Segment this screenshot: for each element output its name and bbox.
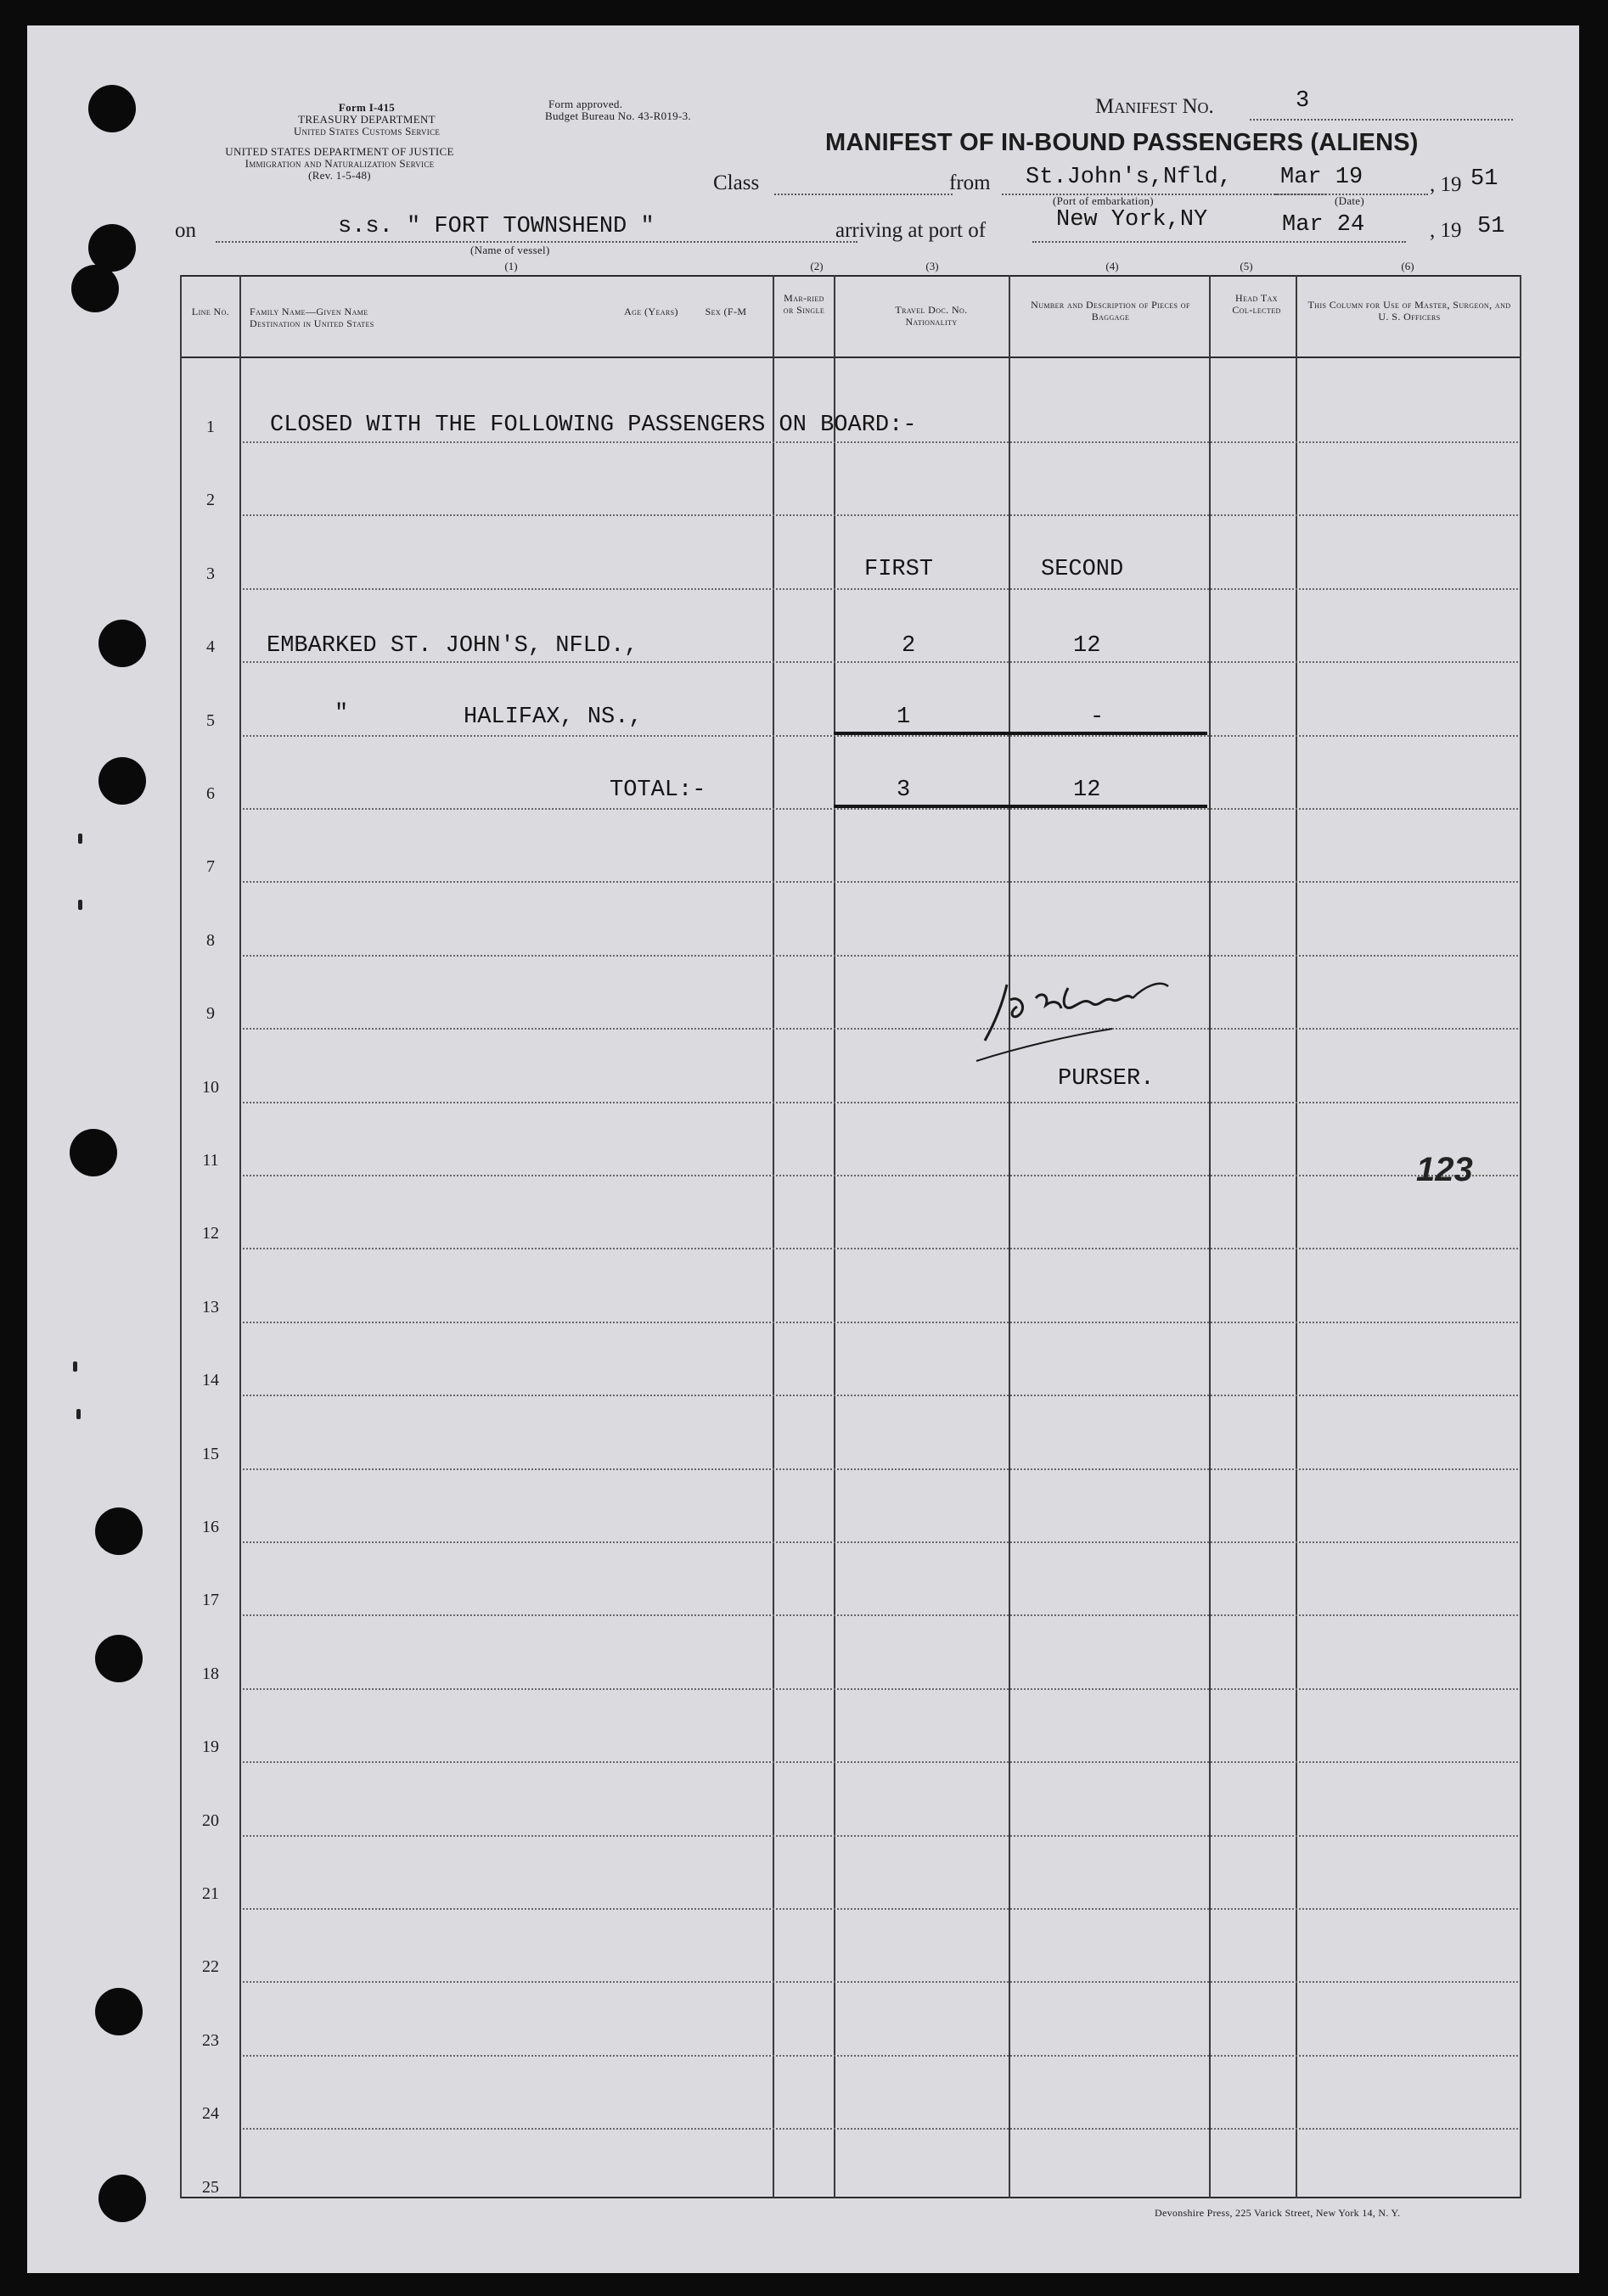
subtotal-rule [834, 732, 1207, 735]
total-second-count: 12 [1073, 777, 1101, 803]
row-number: 25 [202, 2178, 219, 2197]
form-block-treasury [214, 102, 520, 138]
stjohns-second-count: 12 [1073, 633, 1101, 659]
row-number: 19 [202, 1737, 219, 1756]
ditto-mark: " [335, 701, 349, 727]
vessel-value: s.s. " FORT TOWNSHEND " [338, 214, 655, 239]
row-number: 22 [202, 1957, 219, 1976]
row-rule [243, 1102, 1518, 1103]
port-embarkation-caption: (Port of embarkation) [1053, 194, 1154, 207]
col-number-6: (6) [1401, 260, 1414, 272]
manifest-no-label: Manifest No. [1095, 95, 1214, 118]
row-rule [243, 1468, 1518, 1470]
row-rule [243, 1688, 1518, 1690]
purser-signature [968, 966, 1290, 1068]
year-prefix-1: , 19 [1430, 173, 1462, 196]
row-rule [243, 1835, 1518, 1837]
headtax-col-divider [1296, 275, 1297, 2198]
row-number: 18 [202, 1664, 219, 1683]
header-bottom-border [180, 356, 1520, 358]
row-number: 20 [202, 1811, 219, 1830]
row-rule [243, 1761, 1518, 1763]
row-number: 2 [206, 491, 215, 509]
arrival-port-value: New York,NY [1056, 207, 1208, 233]
immigration-service: Immigration and Naturalization Service [245, 157, 435, 170]
form-title: MANIFEST OF IN-BOUND PASSENGERS (ALIENS) [825, 129, 1419, 156]
name-col-divider [773, 275, 774, 2198]
col-header-line-no: Line No. [191, 306, 230, 317]
punch-hole [98, 620, 146, 667]
purser-label: PURSER. [1058, 1066, 1155, 1092]
form-id: Form I-415 [338, 101, 396, 114]
row-rule [243, 955, 1518, 957]
punch-hole [70, 1129, 117, 1176]
punch-hole [71, 265, 119, 312]
justice-dept: UNITED STATES DEPARTMENT OF JUSTICE [225, 145, 454, 158]
col-header-age: Age (Years) [624, 306, 678, 317]
row-rule [243, 588, 1518, 590]
row-rule [243, 1248, 1518, 1249]
row-number: 23 [202, 2031, 219, 2050]
row-number: 15 [202, 1445, 219, 1463]
table-right-border [1520, 275, 1521, 2198]
row-number: 6 [206, 784, 215, 803]
date-caption: (Date) [1335, 194, 1364, 207]
punch-hole [98, 757, 146, 805]
row-number: 5 [206, 711, 215, 730]
row-rule [243, 2055, 1518, 2057]
row-number: 4 [206, 637, 215, 656]
row-rule [243, 808, 1518, 810]
row-rule [243, 881, 1518, 883]
col-number-1: (1) [504, 260, 518, 272]
married-col-divider [834, 275, 835, 2198]
line-no-divider [239, 275, 241, 2198]
first-class-label: FIRST [864, 557, 934, 582]
total-label: TOTAL:- [610, 777, 706, 803]
year-value-2: 51 [1477, 214, 1505, 239]
speck [73, 1361, 77, 1372]
year-prefix-2: , 19 [1430, 219, 1462, 242]
travel-col-divider [1009, 275, 1010, 2198]
vessel-caption: (Name of vessel) [470, 244, 550, 256]
row-number: 16 [202, 1518, 219, 1536]
table-top-border [180, 275, 1520, 277]
row-number: 13 [202, 1298, 219, 1316]
row-rule [243, 2128, 1518, 2130]
col-header-travel-doc: Travel Doc. No. Nationality [895, 304, 968, 328]
row-rule [243, 1908, 1518, 1910]
row-number: 21 [202, 1884, 219, 1903]
col-header-family-name: Family Name—Given Name [250, 306, 368, 317]
col-header-officers: This Column for Use of Master, Surgeon, and U. S. Officers [1307, 299, 1511, 323]
col-header-married: Mar-ried or Single [783, 292, 825, 316]
manifest-no-line [1250, 119, 1513, 121]
from-date-value: Mar 19 [1280, 165, 1363, 190]
row-number: 12 [202, 1224, 219, 1243]
from-port-value: St.John's,Nfld, [1026, 165, 1233, 190]
col-number-5: (5) [1240, 260, 1253, 272]
row-rule [243, 1175, 1518, 1176]
row-number: 7 [206, 857, 215, 876]
row-number: 24 [202, 2104, 219, 2123]
row-rule [243, 514, 1518, 516]
col-number-3: (3) [925, 260, 939, 272]
row-number: 10 [202, 1078, 219, 1097]
speck [78, 900, 82, 910]
stjohns-first-count: 2 [902, 633, 916, 659]
manifest-page [27, 25, 1579, 2273]
closed-text: CLOSED WITH THE FOLLOWING PASSENGERS ON BOARD:- [270, 413, 917, 438]
customs-service: United States Customs Service [293, 125, 441, 138]
year-value-1: 51 [1470, 166, 1498, 192]
row-number: 9 [206, 1004, 215, 1023]
arrival-date-value: Mar 24 [1282, 212, 1365, 238]
manifest-no-value: 3 [1296, 88, 1310, 114]
col-number-4: (4) [1105, 260, 1119, 272]
baggage-col-divider [1209, 275, 1211, 2198]
arriving-label: arriving at port of [835, 219, 987, 242]
treasury-dept: TREASURY DEPARTMENT [298, 113, 436, 126]
halifax-label: HALIFAX, NS., [464, 705, 643, 730]
row-number: 17 [202, 1591, 219, 1609]
row-number: 1 [206, 418, 215, 436]
halifax-second-count: - [1090, 705, 1105, 730]
row-rule [243, 441, 1518, 443]
halifax-first-count: 1 [897, 705, 911, 730]
col-header-baggage: Number and Description of Pieces of Baggage [1031, 299, 1190, 323]
row-rule [243, 1541, 1518, 1543]
speck [76, 1409, 81, 1419]
col-header-sex: Sex (F-M [705, 306, 747, 317]
row-rule [243, 1322, 1518, 1323]
row-rule [243, 1028, 1518, 1030]
row-rule [243, 661, 1518, 663]
vessel-line [216, 241, 857, 243]
speck [78, 834, 82, 844]
revision-date: (Rev. 1-5-48) [308, 169, 371, 182]
form-approved: Form approved. [548, 98, 623, 110]
row-number: 14 [202, 1371, 219, 1389]
from-label: from [949, 171, 991, 194]
second-class-label: SECOND [1041, 557, 1124, 582]
row-rule [243, 1981, 1518, 1983]
page-number: 123 [1416, 1151, 1473, 1188]
table-bottom-border [180, 2197, 1520, 2198]
col-header-destination: Destination in United States [250, 317, 374, 329]
punch-hole [95, 1988, 143, 2035]
col-header-name [250, 306, 374, 329]
col-number-2: (2) [810, 260, 824, 272]
row-rule [243, 1614, 1518, 1616]
class-label: Class [713, 171, 760, 194]
row-number: 11 [202, 1151, 219, 1170]
form-block-justice [170, 146, 509, 182]
punch-hole [88, 85, 136, 132]
budget-bureau: Budget Bureau No. 43-R019-3. [545, 109, 691, 122]
printer-imprint: Devonshire Press, 225 Varick Street, New York 14, N. Y. [1155, 2207, 1401, 2219]
form-approval [545, 98, 691, 122]
row-rule [243, 735, 1518, 737]
table-left-border [180, 275, 182, 2198]
total-first-count: 3 [897, 777, 911, 803]
row-rule [243, 1395, 1518, 1396]
row-number: 3 [206, 564, 215, 583]
class-line [774, 194, 953, 195]
col-header-head-tax: Head Tax Col-lected [1232, 292, 1281, 316]
embarked-label: EMBARKED ST. JOHN'S, NFLD., [267, 633, 638, 659]
arrival-port-line [1032, 241, 1406, 243]
punch-hole [95, 1635, 143, 1682]
total-rule [834, 805, 1207, 808]
punch-hole [95, 1507, 143, 1555]
on-label: on [175, 219, 196, 242]
row-number: 8 [206, 931, 215, 950]
punch-hole [98, 2175, 146, 2222]
